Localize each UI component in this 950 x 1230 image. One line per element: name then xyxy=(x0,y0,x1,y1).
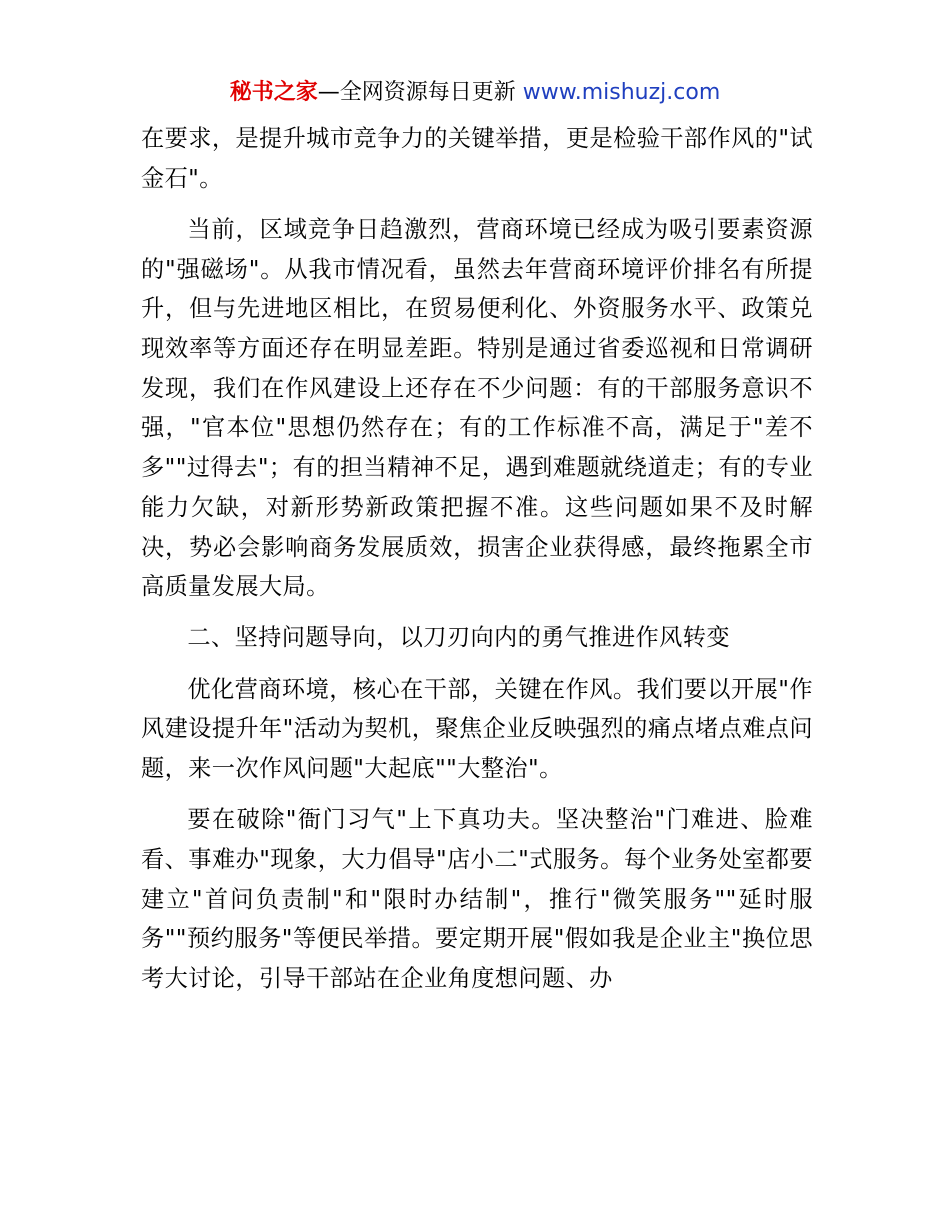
paragraph: 当前，区域竞争日趋激烈，营商环境已经成为吸引要素资源的"强磁场"。从我市情况看，虽然去年营商环境评价排名有所提升，但与先进地区相比，在贸易便利化、外资服务水平、政策兑现效率等方面还存在明显差距。特别是通过省委巡视和日常调研发现，我们在作风建设上还存在不少问题：有的干部服务意识不强，"官本位"思想仍然存在；有的工作标准不高，满足于"差不多""过得去"；有的担当精神不足，遇到难题就绕道走；有的专业能力欠缺，对新形势新政策把握不准。这些问题如果不及时解决，势必会影响商务发展质效，损害企业获得感，最终拖累全市高质量发展大局。 xyxy=(141,215,813,601)
site-brand: 秘书之家 xyxy=(229,80,318,105)
site-header xyxy=(0,78,950,108)
paragraph: 优化营商环境，核心在干部，关键在作风。我们要以开展"作风建设提升年"活动为契机，聚焦企业反映强烈的痛点堵点难点问题，来一次作风问题"大起底""大整治"。 xyxy=(141,675,813,783)
section-heading: 二、坚持问题导向，以刀刃向内的勇气推进作风转变 xyxy=(187,624,730,652)
paragraph: 要在破除"衙门习气"上下真功夫。坚决整治"门难进、脸难看、事难办"现象，大力倡导"店小二"式服务。每个业务处室都要建立"首问负责制"和"限时办结制"，推行"微笑服务""延时服务""预约服务"等便民举措。要定期开展"假如我是企业主"换位思考大讨论，引导干部站在企业角度想问题、办 xyxy=(141,806,813,993)
document-body xyxy=(141,119,813,1010)
paragraph-continued: 在要求，是提升城市竞争力的关键举措，更是检验干部作风的"试金石"。 xyxy=(141,125,813,192)
site-url-link[interactable]: www.mishuzj.com xyxy=(522,80,721,105)
site-slogan: —全网资源每日更新 xyxy=(317,80,523,105)
